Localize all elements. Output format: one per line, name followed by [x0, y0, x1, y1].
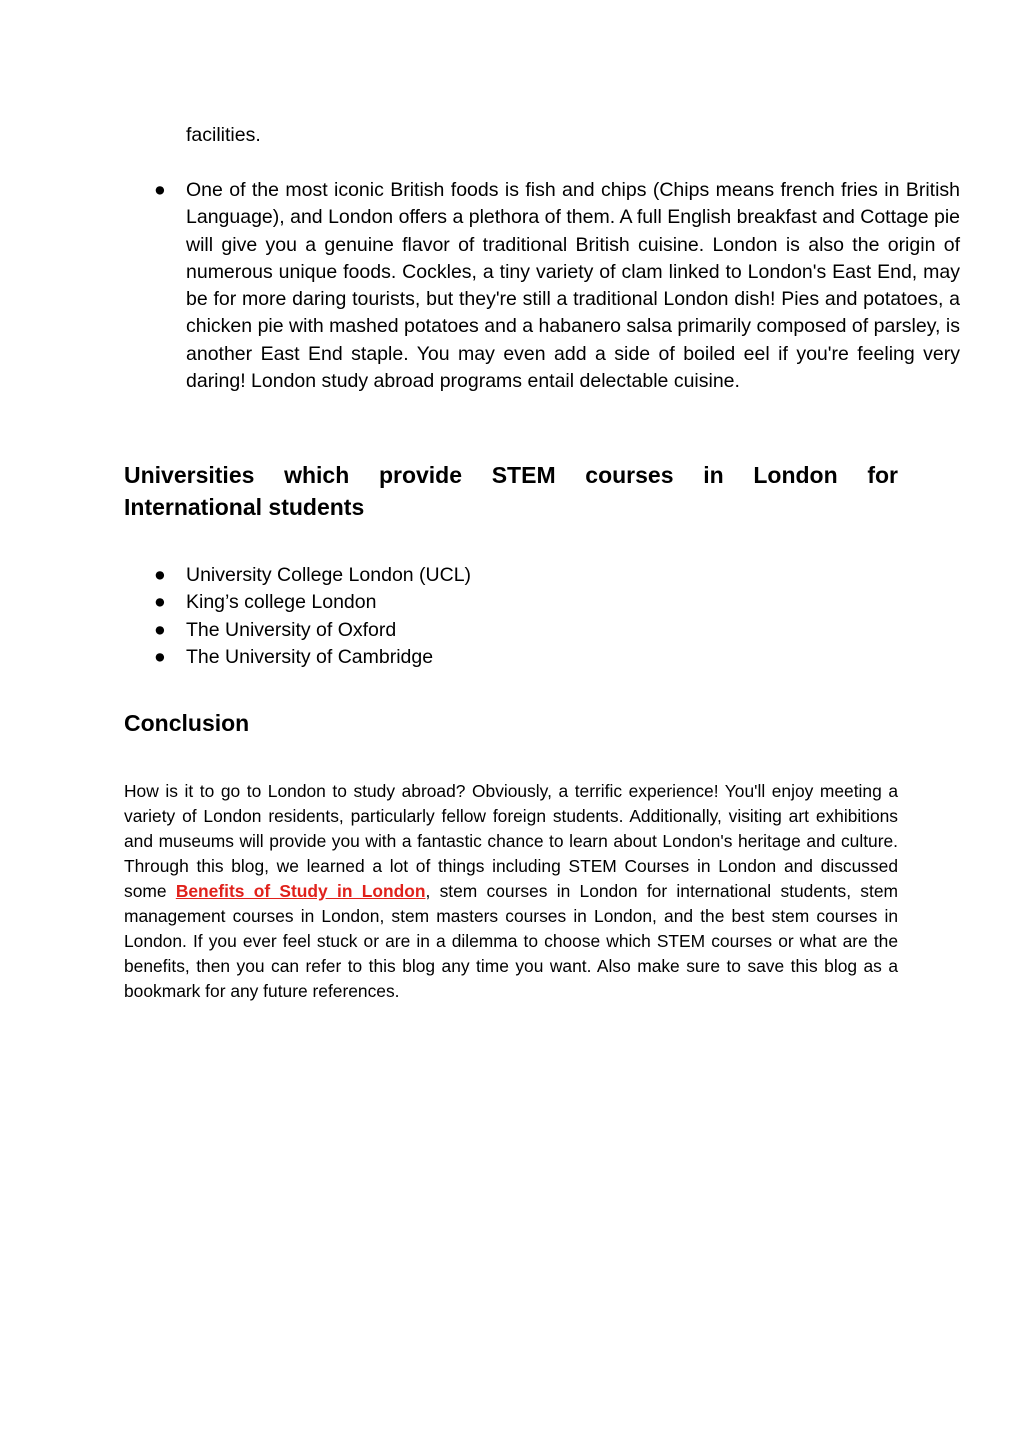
benefits-of-study-link[interactable]: Benefits of Study in London — [175, 881, 426, 901]
university-name: The University of Oxford — [186, 618, 397, 641]
conclusion-paragraph — [124, 779, 898, 1004]
university-name: The University of Cambridge — [186, 645, 434, 668]
heading-word: London — [753, 462, 838, 488]
bullet-icon: ● — [154, 618, 166, 641]
previous-bullet-continuation: facilities. — [186, 124, 261, 146]
bullet-icon: ● — [154, 591, 166, 614]
university-name: King’s college London — [186, 591, 377, 614]
list-item-university — [124, 589, 898, 616]
universities-list — [124, 562, 898, 671]
heading-word: provide — [378, 462, 463, 488]
heading-word: STEM — [491, 462, 556, 488]
list-item-university — [124, 644, 898, 671]
heading-word: in — [703, 462, 724, 488]
conclusion-heading: Conclusion — [124, 710, 250, 736]
universities-heading-line1 — [124, 459, 898, 491]
universities-heading — [124, 459, 898, 523]
list-item-british-food — [124, 177, 960, 395]
heading-word: Universities — [124, 462, 255, 488]
list-item-university — [124, 617, 898, 644]
conclusion-text-before-link: How is it to go to London to study abroad? Obviously, a terrific experience! You'll enjoy meeting a variety of London residents, particularly fellow foreign students. Additionally, visiting art exhibitions and museums will provide you with a fantastic chance to learn about London's heritage and culture. Through this blog, we learned a lot of things including STEM Courses in London and discussed some — [124, 781, 898, 901]
heading-word: which — [284, 462, 350, 488]
universities-heading-line2: International students — [124, 494, 365, 520]
bullet-icon: ● — [154, 564, 166, 586]
list-item-text: One of the most iconic British foods is fish and chips (Chips means french fries in British Language), and London offers a plethora of them. A full English breakfast and Cottage pie will give you a genuine flavor of traditional British cuisine. London is also the origin of numerous unique foods. Cockles, a tiny variety of clam linked to London's East End, may be for more daring tourists, but they're still a traditional London dish! Pies and potatoes, a chicken pie with mashed potatoes and a habanero salsa primarily composed of parsley, is another East End staple. You may even add a side of boiled eel if you're feeling very daring! London study abroad programs entail delectable cuisine. — [186, 179, 960, 393]
university-name: University College London (UCL) — [186, 564, 472, 586]
conclusion-text-after-link: , stem courses in London for international students, stem management courses in London, stem masters courses in London, and the best stem courses in London. If you ever feel stuck or are in a dilemma to choose which STEM courses or what are the benefits, then you can refer to this blog any time you want. Also make sure to save this blog as a bookmark for any future references. — [124, 881, 898, 1001]
heading-word: courses — [585, 462, 674, 488]
heading-word: for — [867, 462, 898, 488]
bullet-icon: ● — [154, 179, 166, 201]
list-item-university — [124, 562, 898, 589]
bullet-icon: ● — [154, 645, 166, 668]
